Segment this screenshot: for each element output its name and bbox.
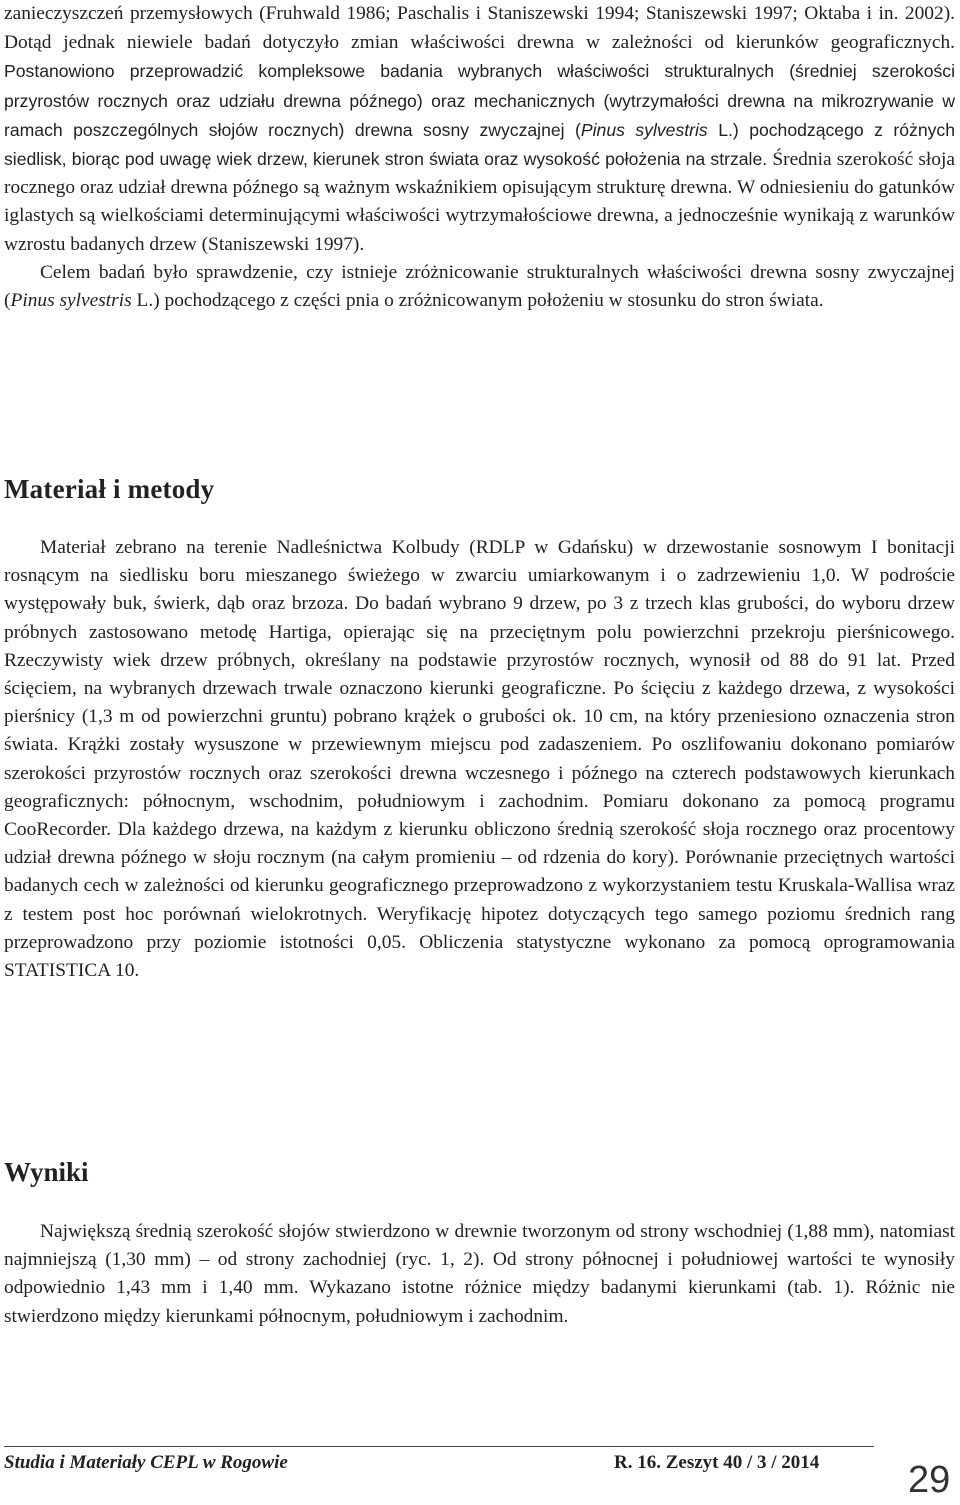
aim-text-b: L.) pochodzącego z części pnia o zróżnicowanym położeniu w stosunku do stron świata. — [131, 290, 824, 312]
section-heading-results: Wyniki — [4, 1157, 89, 1187]
journal-title: Studia i Materiały CEPL w Rogowie — [4, 1452, 288, 1473]
page-number: 29 — [908, 1459, 951, 1501]
footer-rule — [4, 1446, 874, 1447]
section-heading-methods: Materiał i metody — [4, 474, 215, 504]
intro-paragraph — [4, 0, 955, 315]
species-name: Pinus sylvestris — [10, 290, 132, 312]
intro-text-serif-a: zanieczyszczeń przemysłowych (Fruhwald 1986; Paschalis i Staniszewski 1994; Staniszewski 1997; Oktaba i in. 2002). Dotąd jednak niewiele badań dotyczyło zmian właściwości drewna w zależności od kierunków geograficznych. — [4, 3, 955, 54]
results-paragraph: Największą średnią szerokość słojów stwierdzono w drewnie tworzonym od strony wschodniej (1,88 mm), natomiast najmniejszą (1,30 mm) – od strony zachodniej (ryc. 1, 2). Od strony północnej i południowej wartości te wynosiły odpowiednio 1,43 mm i 1,40 mm. Wykazano istotne różnice między badanymi kierunkami (tab. 1). Różnic nie stwierdzono między kierunkami północnym, południowym i zachodnim. — [4, 1221, 955, 1327]
methods-paragraph: Materiał zebrano na terenie Nadleśnictwa Kolbudy (RDLP w Gdańsku) w drzewostanie sosnowym I bonitacji rosnącym na siedlisku boru mieszanego świeżego w zwarciu umiarkowanym i o zadrzewieniu 1,0. W podroście występowały buk, świerk, dąb oraz brzoza. Do badań wybrano 9 drzew, po 3 z trzech klas grubości, do wyboru drzew próbnych zastosowano metodę Hartiga, opierając się na przeciętnym polu powierzchni przekroju pierśnicowego. Rzeczywisty wiek drzew próbnych, określany na podstawie przyrostów rocznych, wynosił od 88 do 91 lat. Przed ścięciem, na wybranych drzewach trwale oznaczono kierunki geograficzne. Po ścięciu z każdego drzewa, z wysokości pierśnicy (1,3 m od powierzchni gruntu) pobrano krążek o grubości ok. 10 cm, na który przeniesiono oznaczenia stron świata. Krążki zostały wysuszone w przewiewnym miejscu pod zadaszeniem. Po oszlifowaniu dokonano pomiarów szerokości przyrostów rocznych oraz szerokości drewna wczesnego i późnego na czterech podstawowych kierunkach geograficznych: północnym, wschodnim, południowym i zachodnim. Pomiaru dokonano za pomocą programu CooRecorder. Dla każdego drzewa, na każdym z kierunku obliczono średnią szerokość słoja rocznego oraz procentowy udział drewna późnego w słoju rocznym (na całym promieniu – od rdzenia do kory). Porównanie przeciętnych wartości badanych cech w zależności od kierunku geograficznego przeprowadzono z wykorzystaniem testu Kruskala-Wallisa wraz z testem post hoc porównań wielokrotnych. Weryfikację hipotez dotyczących tego samego poziomu średnich rang przeprowadzono przy poziomie istotności 0,05. Obliczenia statystyczne wykonano za pomocą oprogramowania STATISTICA 10. — [4, 537, 955, 982]
intro-text-sans-b: L.) pochodzącego z różnych siedlisk, biorąc pod uwagę wiek drzew, kierunek stron świata oraz wysokość położenia na strzale. — [4, 119, 955, 170]
aim-text-a: Celem badań było sprawdzenie, czy istnieje zróżnicowanie strukturalnych właściwości drewna sosny zwyczajnej ( — [4, 261, 955, 312]
species-name: Pinus sylvestris — [580, 119, 708, 140]
issue-info: R. 16. Zeszyt 40 / 3 / 2014 — [614, 1452, 820, 1473]
intro-text-sans-a: Postanowiono przeprowadzić kompleksowe badania wybranych właściwości strukturalnych (średniej szerokości przyrostów rocznych oraz udziału drewna późnego) oraz mechanicznych (wytrzymałości drewna na mikrozrywanie w ramach poszczególnych słojów rocznych) drewna sosny zwyczajnej ( — [4, 61, 955, 140]
intro-text-serif-b: Średnia szerokość słoja rocznego oraz udział drewna późnego są ważnym wskaźnikiem opisującym strukturę drewna. W odniesieniu do gatunków iglastych są wielkościami determinującymi właściwości wytrzymałościowe drewna, a jednocześnie wynikają z warunków wzrostu badanych drzew (Staniszewski 1997). — [4, 149, 955, 255]
